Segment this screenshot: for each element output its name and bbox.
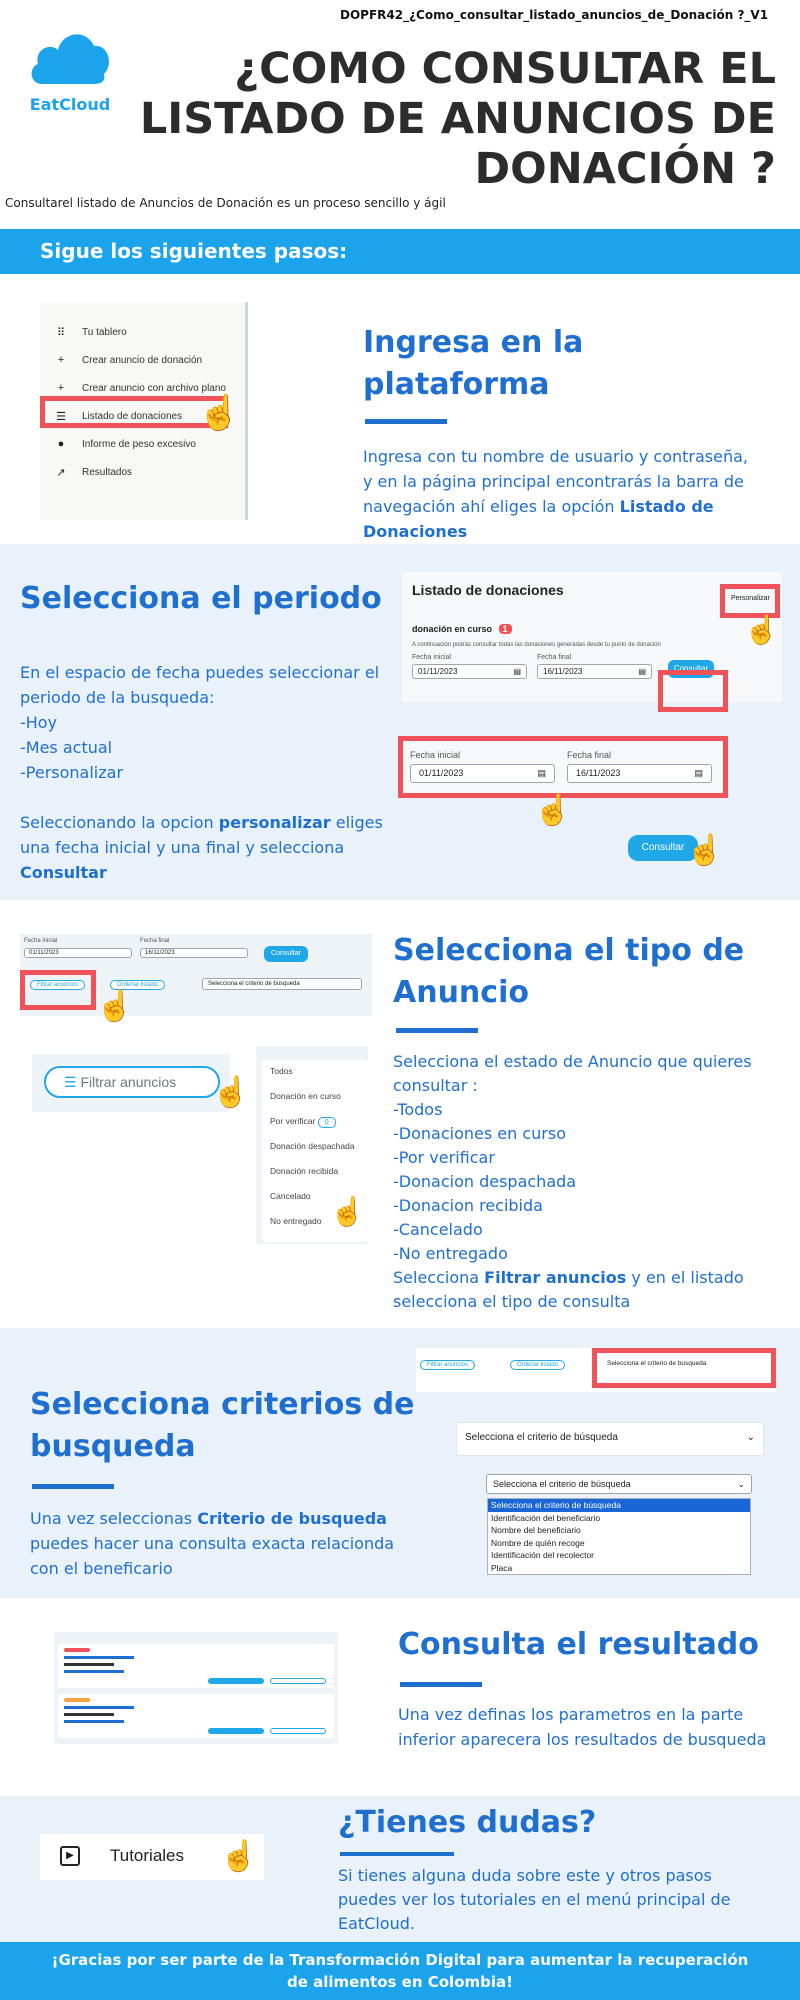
mock-date-end: [140, 948, 248, 958]
criteria-select-open: [486, 1474, 752, 1494]
pointer-hand-icon: ☝: [220, 1840, 258, 1873]
mock-ordenar-pill: Ordenar listado: [510, 1360, 565, 1370]
mock-tab-count: 1: [499, 624, 512, 634]
result-line: [64, 1720, 124, 1723]
step1-title: [363, 322, 583, 406]
big-date-end: [567, 764, 712, 783]
step2-text-line: -Hoy: [20, 713, 58, 732]
step3-option: -Por verificar: [393, 1148, 495, 1167]
filter-icon: ☰: [64, 1074, 77, 1090]
step2-text-line: En el espacio de fecha puedes seleccionar el: [20, 663, 380, 682]
footer-banner: [0, 1942, 800, 2000]
criteria-option: Nombre de quién recoge: [491, 1537, 585, 1548]
criteria-select-mid: [456, 1422, 764, 1456]
menu-item-label: Informe de peso excesivo: [82, 438, 196, 450]
step5-underline: [400, 1682, 482, 1687]
step2-text-line: -Mes actual: [20, 738, 113, 757]
step2-text2-part: eliges una fecha inicial y una final y selecciona: [20, 813, 383, 857]
mock-filtrar-pill: Filtrar anuncios: [30, 980, 85, 990]
step3-underline: [396, 1028, 478, 1033]
mock-date-end: [537, 664, 652, 679]
step4-title: [30, 1384, 414, 1468]
calendar-icon: ▤: [638, 667, 646, 676]
dropdown-option: Todos: [270, 1066, 293, 1076]
big-label-end: Fecha final: [567, 750, 612, 760]
dropdown-option: Cancelado: [270, 1191, 311, 1201]
results-mock: [54, 1632, 338, 1744]
step4-text-part: puedes hacer una consulta exacta relacionda con el beneficario: [30, 1534, 395, 1578]
pointer-hand-icon: ☝: [330, 1196, 365, 1227]
mock-desc: A continuación podrás consultar todas las donaciones generadas desde tu punto de donación: [412, 642, 661, 648]
result-line: [64, 1663, 114, 1666]
step2-section: [0, 544, 800, 900]
logo-text: EatCloud: [29, 95, 111, 114]
mock-tab-label: donación en curso: [412, 624, 493, 634]
step3-outro-bold: Filtrar anuncios: [484, 1268, 627, 1287]
step4-text-bold: Criterio de busqueda: [197, 1509, 387, 1528]
steps-banner: [0, 229, 800, 274]
mock-label-start: Fecha inicial: [412, 654, 451, 661]
step6-title: ¿Tienes dudas?: [338, 1805, 597, 1840]
filter-big-mock: [32, 1054, 230, 1112]
tutoriales-label: Tutoriales: [110, 1846, 185, 1865]
mock-date-start: [24, 948, 132, 958]
menu-item-label: Resultados: [82, 466, 133, 478]
doc-code: DOPFR42_¿Como_consultar_listado_anuncios_de_Donación ?_V1: [340, 8, 769, 22]
step1-section: [0, 274, 800, 544]
date-value: 16/11/2023: [543, 667, 583, 676]
big-date-start: [410, 764, 555, 783]
criteria-options-list: [487, 1498, 751, 1575]
step3-title-line1: Selecciona el tipo de: [393, 933, 745, 968]
step3-option: -No entregado: [393, 1244, 508, 1263]
step3-option: -Donaciones en curso: [393, 1124, 566, 1143]
step4-text-part: Una vez seleccionas: [30, 1509, 198, 1528]
page-title-line3: DONACIÓN ?: [474, 144, 776, 194]
menu-item-results: [54, 458, 245, 486]
menu-item-label: Listado de donaciones: [82, 410, 183, 422]
calendar-icon: ▤: [537, 768, 546, 778]
dropdown-option: Donación despachada: [270, 1141, 355, 1151]
result-line: [64, 1670, 124, 1673]
play-icon: ▶: [60, 1846, 80, 1866]
criteria-select-label: Selecciona el criterio de búsqueda: [493, 1479, 631, 1489]
step3-text-line: Selecciona el estado de Anuncio que quieres: [393, 1052, 752, 1071]
step3-title-line2: Anuncio: [393, 975, 529, 1010]
plus-icon: +: [57, 354, 65, 366]
mock-consultar-button: Consultar: [264, 946, 308, 962]
step3-text-line: consultar :: [393, 1076, 478, 1095]
step2-text-line: periodo de la busqueda:: [20, 688, 215, 707]
step5-title: Consulta el resultado: [398, 1627, 759, 1662]
result-line: [64, 1656, 134, 1659]
step2-text-line: -Personalizar: [20, 763, 124, 782]
dropdown-option: Donación recibida: [270, 1166, 339, 1176]
step4-underline: [32, 1484, 114, 1489]
step2-text2-bold: personalizar: [218, 813, 331, 832]
menu-item-dashboard: [54, 318, 245, 346]
step3-option: -Cancelado: [393, 1220, 483, 1239]
cloud-logo-icon: [28, 24, 112, 88]
step6-underline: [340, 1852, 454, 1856]
page-title-line1: ¿COMO CONSULTAR EL: [234, 44, 776, 94]
alert-icon: ●: [57, 438, 65, 450]
calendar-icon: ▤: [694, 768, 703, 778]
pointer-hand-icon: ☝: [686, 834, 724, 867]
highlight-box: [658, 670, 728, 712]
grid-icon: ⠿: [56, 326, 66, 339]
step2-title: Selecciona el periodo: [20, 581, 382, 616]
date-value: 01/11/2023: [29, 950, 59, 956]
step1-title-line1: Ingresa en la: [363, 325, 584, 360]
pointer-hand-icon: ☝: [198, 394, 241, 432]
result-card: [58, 1644, 334, 1688]
step1-text: [363, 444, 758, 544]
count-badge: 0: [318, 1117, 336, 1128]
criteria-option-selected: Selecciona el criterio de búsqueda: [488, 1499, 750, 1512]
step5-section: [0, 1598, 800, 1796]
step1-title-line2: plataforma: [363, 367, 550, 402]
step4-section: [0, 1328, 800, 1598]
highlight-box: [20, 970, 96, 1010]
menu-item-label: Crear anuncio con archivo plano: [82, 382, 226, 394]
date-value: 01/11/2023: [418, 667, 458, 676]
step3-section: [0, 900, 800, 1328]
big-label-start: Fecha inicial: [410, 750, 461, 760]
chevron-down-icon: ⌄: [737, 1479, 745, 1489]
big-filtrar-pill: [44, 1066, 220, 1098]
big-filtrar-label: Filtrar anuncios: [80, 1074, 177, 1090]
step3-option: -Donacion recibida: [393, 1196, 543, 1215]
logo: [28, 24, 112, 114]
step3-text: [393, 1050, 783, 1314]
menu-item-weight-report: [54, 430, 245, 458]
page-title: [140, 44, 776, 194]
dropdown-option: No entregado: [270, 1216, 322, 1226]
step3-title: [393, 930, 744, 1014]
date-value: 16/11/2023: [145, 950, 175, 956]
step3-option: -Todos: [393, 1100, 443, 1119]
pointer-hand-icon: ☝: [534, 794, 572, 827]
result-card: [58, 1694, 334, 1738]
result-line: [64, 1706, 134, 1709]
mock-criterio-select: Selecciona el criterio de busqueda: [202, 978, 362, 990]
big-consultar-button: Consultar: [628, 835, 698, 861]
step4-title-line1: Selecciona criterios de: [30, 1387, 415, 1422]
dropdown-option-label: Por verificar: [270, 1116, 316, 1126]
step2-text2-bold: Consultar: [20, 863, 107, 882]
criteria-select-label: Selecciona el criterio de búsqueda: [465, 1432, 618, 1443]
pointer-hand-icon: ☝: [212, 1076, 250, 1109]
step5-text: Una vez definas los parametros en la parte inferior aparecera los resultados de busqueda: [398, 1705, 767, 1749]
criteria-option: Identificación del beneficiario: [491, 1512, 601, 1523]
status-badge: [64, 1698, 90, 1702]
dropdown-option: Donación en curso: [270, 1091, 341, 1101]
step2-text2: [20, 810, 400, 885]
result-button: [208, 1728, 264, 1734]
intro-text: Consultarel listado de Anuncios de Donación es un proceso sencillo y ágil: [5, 196, 446, 210]
mock-consultar-button: Consultar: [668, 660, 714, 678]
mock-title: Listado de donaciones: [412, 582, 564, 598]
criteria-select-small: Selecciona el criterio de busqueda: [602, 1358, 766, 1369]
step1-text-plain: Ingresa con tu nombre de usuario y contraseña, y en la página principal encontrarás la barra de navegación ahí eliges la opción: [363, 447, 749, 516]
mock-label-end: Fecha final: [140, 938, 170, 944]
date-value: 01/11/2023: [419, 768, 464, 778]
step2-text: [20, 660, 400, 885]
step6-text: Si tienes alguna duda sobre este y otros pasos puedes ver los tutoriales en el menú principal de EatCloud.: [338, 1866, 731, 1933]
step4-text: [30, 1506, 415, 1581]
mock-ordenar-pill: Ordenar listado: [110, 980, 165, 990]
criteria-option: Placa: [491, 1562, 513, 1573]
result-button: [208, 1678, 264, 1684]
tutoriales-card: [40, 1834, 264, 1880]
menu-item-label: Crear anuncio de donación: [82, 354, 203, 366]
page-title-line2: LISTADO DE ANUNCIOS DE: [139, 94, 776, 144]
step3-outro-part: y en el listado selecciona el tipo de consulta: [393, 1268, 744, 1311]
step4-title-line2: busqueda: [30, 1429, 196, 1464]
date-value: 16/11/2023: [576, 768, 621, 778]
mock-filtrar-pill: Filtrar anuncios: [420, 1360, 475, 1370]
trend-icon: ↗: [56, 466, 66, 479]
pointer-hand-icon: ☝: [96, 990, 134, 1023]
criteria-option: Identificación del recolector: [491, 1550, 595, 1561]
step3-outro-part: Selecciona: [393, 1268, 485, 1287]
menu-item-label: Tu tablero: [82, 326, 127, 338]
step3-option: -Donacion despachada: [393, 1172, 577, 1191]
result-button: [270, 1678, 326, 1684]
result-button: [270, 1728, 326, 1734]
step1-underline: [365, 419, 447, 424]
status-badge: [64, 1648, 90, 1652]
plus-icon: +: [57, 382, 65, 394]
step3-outro: [393, 1266, 783, 1314]
list-icon: ☰: [56, 410, 66, 423]
mock-label-end: Fecha final: [537, 654, 572, 661]
steps-banner-text: Sigue los siguientes pasos:: [40, 239, 348, 263]
mock-personalizar: Personalizar: [731, 595, 770, 602]
step2-text2-part: Seleccionando la opcion: [20, 813, 219, 832]
footer-line2: de alimentos en Colombia!: [287, 1973, 513, 1991]
menu-item-create-ad: [54, 346, 245, 374]
step1-text-bold: Listado de Donaciones: [363, 497, 714, 541]
mock-date-start: [412, 664, 527, 679]
mock-tab: [412, 624, 512, 634]
step6-section: [0, 1796, 800, 1942]
mock-label-start: Fecha inicial: [24, 938, 58, 944]
criteria-option: Nombre del beneficiario: [491, 1525, 581, 1536]
chevron-down-icon: ⌄: [746, 1432, 755, 1443]
footer-line1: ¡Gracias por ser parte de la Transformación Digital para aumentar la recuperación: [51, 1951, 749, 1969]
pointer-hand-icon: ☝: [744, 614, 779, 645]
result-line: [64, 1713, 114, 1716]
calendar-icon: ▤: [513, 667, 521, 676]
dropdown-option: [270, 1116, 360, 1141]
